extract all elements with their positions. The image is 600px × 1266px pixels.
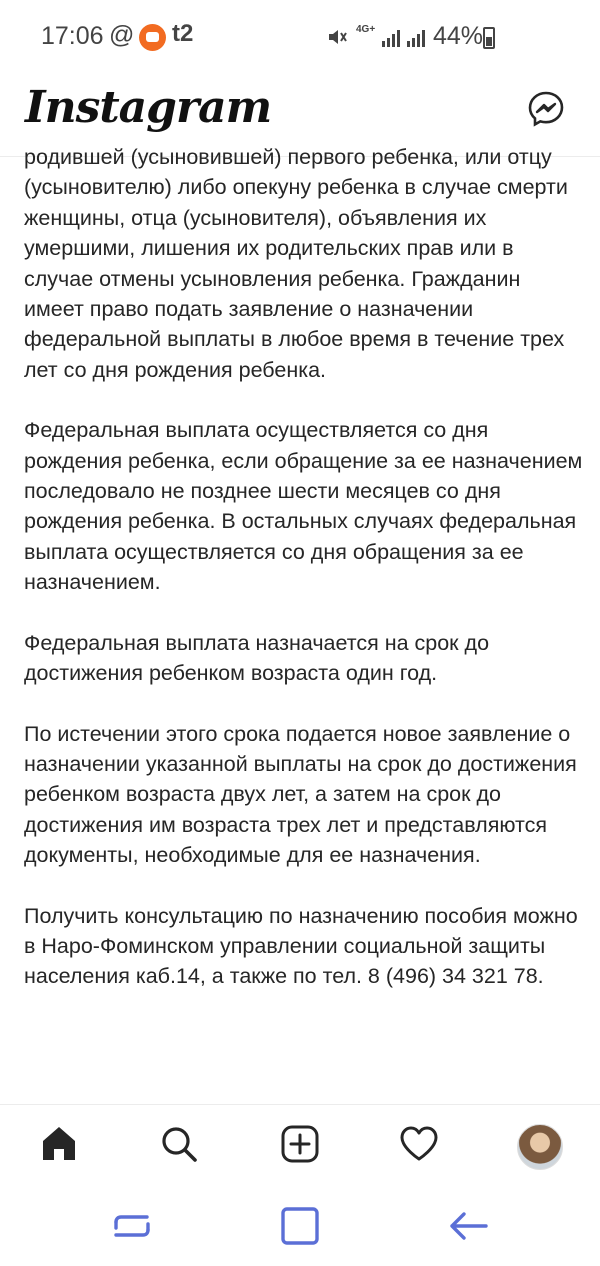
profile-avatar[interactable] (517, 1124, 563, 1170)
search-icon[interactable] (158, 1123, 200, 1165)
new-post-icon[interactable] (279, 1123, 321, 1165)
signal-icon (380, 28, 430, 53)
sms-app-icon (139, 24, 166, 51)
bottom-nav (0, 1104, 600, 1189)
battery-percent: 44% (433, 22, 484, 50)
post-caption (24, 142, 584, 1102)
caption-paragraph: родившей (усыновившей) первого ребенка, или отцу (усыновителю) либо опекуну ребенка в случае смерти женщины, отца (усыновителя), объявления их умершими, лишения их родительских прав или в случае отмены усыновления ребенка. Гражданин имеет право подать заявление о назначении федеральной выплаты в любое время в течение трех лет со дня рождения ребенка. (24, 145, 568, 382)
activity-heart-icon[interactable] (398, 1123, 440, 1165)
at-icon: @ (109, 21, 135, 49)
messenger-icon[interactable] (527, 90, 565, 128)
back-arrow-icon[interactable] (446, 1204, 490, 1248)
carrier-label: t2 (172, 20, 194, 47)
home-square-icon[interactable] (278, 1204, 322, 1248)
caption-paragraph: Федеральная выплата осуществляется со дня рождения ребенка, если обращение за ее назначением последовало не позднее шести месяцев со дня рождения ребенка. В остальных случаях федеральная выплата осуществляется со дня обращения за ее назначением. (24, 418, 583, 595)
status-time: 17:06 (41, 22, 104, 50)
home-icon[interactable] (38, 1123, 80, 1165)
mute-icon (326, 26, 348, 53)
caption-paragraph: По истечении этого срока подается новое заявление о назначении указанной выплаты на срок до достижения ребенком возраста двух лет, а затем на срок до достижения им возраста трех лет и представляются документы, необходимые для ее назначения. (24, 721, 577, 868)
battery-icon (483, 27, 495, 49)
caption-paragraph: Федеральная выплата назначается на срок до достижения ребенком возраста один год. (24, 630, 490, 686)
network-label: 4G+ (356, 24, 376, 35)
caption-paragraph: Получить консультацию по назначению пособия можно в Наро-Фоминском управлении социальной защиты населения каб.14, а также по тел. 8 (496) 34 321 78. (24, 903, 578, 989)
recent-apps-icon[interactable] (110, 1204, 154, 1248)
instagram-logo[interactable]: Instagram (25, 82, 272, 133)
system-nav-bar (0, 1188, 600, 1266)
status-bar (0, 0, 600, 76)
